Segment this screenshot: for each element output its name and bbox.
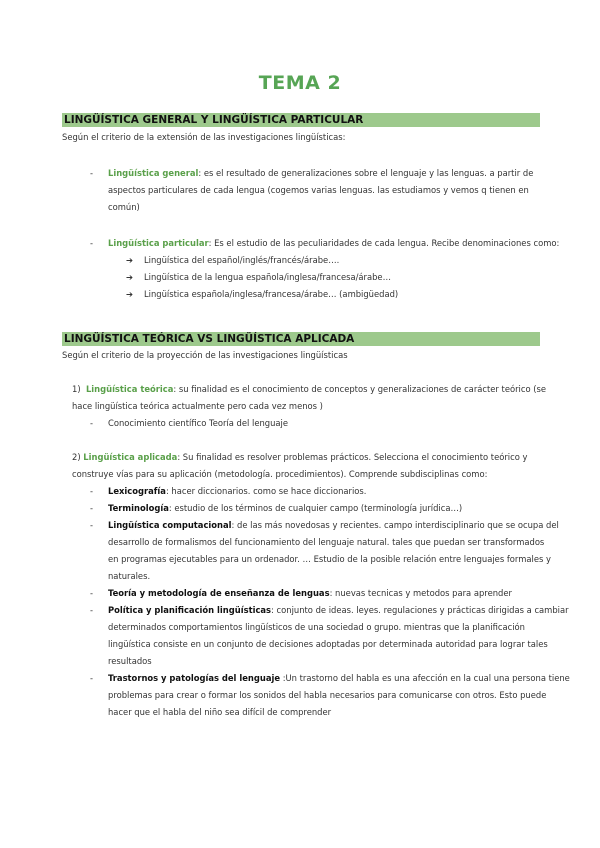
teorica-line-2: hace lingüística teórica actualmente pero cada vez menos ) [72, 401, 323, 411]
politica-line-4: resultados [108, 656, 152, 666]
list-item-teoria-metodologia: Teoría y metodología de enseñanza de lenguas: nuevas tecnicas y metodos para aprender [108, 588, 512, 598]
page-title: TEMA 2 [258, 72, 342, 94]
bullet-dash: - [90, 418, 94, 428]
bullet-dash: - [90, 238, 94, 248]
computacional-line-2: desarrollo de formalismos del funcionamiento del lenguaje natural. tales que puedan ser transformados [108, 537, 545, 547]
item-teorica: 1) Lingüística teórica: su finalidad es el conocimiento de conceptos y generalizaciones de carácter teórico (se [72, 384, 547, 394]
list-item-politica: Política y planificación lingüísticas: conjunto de ideas. leyes. regulaciones y prácticas dirigidas a cambiar [108, 605, 569, 615]
arrow-item: Lingüística de la lengua española/inglesa/francesa/árabe… [144, 272, 391, 282]
trastornos-line-3: hacer que el habla del niño sea difícil de comprender [108, 707, 332, 717]
section-heading-general-particular: LINGÜÍSTICA GENERAL Y LINGÜÍSTICA PARTICULAR [62, 113, 540, 127]
bullet-dash: - [90, 503, 94, 513]
computacional-line-4: naturales. [108, 571, 151, 581]
term-teorica: Lingüística teórica [85, 384, 174, 394]
arrow-icon: ➔ [126, 289, 134, 299]
bullet-dash: - [90, 520, 94, 530]
list-item-lexicografia: Lexicografía: hacer diccionarios. como se hace diccionarios. [108, 486, 367, 496]
list-item-terminologia: Terminología: estudio de los términos de cualquier campo (terminología jurídica…) [108, 503, 463, 513]
list-item-computacional: Lingüística computacional: de las más novedosas y recientes. campo interdisciplinario que se ocupa del [108, 520, 559, 530]
teorica-sub: Conocimiento científico Teoría del lenguaje [108, 418, 289, 428]
list-item-general: Lingüística general: es el resultado de generalizaciones sobre el lenguaje y las lenguas. a partir de [108, 168, 534, 178]
item-aplicada: 2) Lingüística aplicada: Su finalidad es resolver problemas prácticos. Selecciona el conocimiento teórico y [72, 452, 528, 462]
computacional-line-3: en programas ejecutables para un ordenador. … Estudio de la posible relación entre lenguajes formales y [108, 554, 551, 564]
bullet-dash: - [90, 486, 94, 496]
arrow-item: Lingüística del español/inglés/francés/árabe…. [144, 255, 340, 265]
aplicada-line-2: construye vías para su aplicación (metodología. procedimientos). Comprende subdisciplinas como: [72, 469, 488, 479]
general-line-3: común) [108, 202, 140, 212]
arrow-icon: ➔ [126, 255, 134, 265]
section2-intro: Según el criterio de la proyección de las investigaciones lingüísticas [62, 350, 348, 360]
arrow-icon: ➔ [126, 272, 134, 282]
bullet-dash: - [90, 588, 94, 598]
term-general: Lingüística general [108, 168, 199, 178]
politica-line-2: determinados comportamientos lingüísticos de una sociedad o grupo. mientras que la planificación [108, 622, 525, 632]
term-particular: Lingüística particular [108, 238, 209, 248]
bullet-dash: - [90, 605, 94, 615]
general-line-2: aspectos particulares de cada lengua (cogemos varias lenguas. las estudiamos y vemos q tienen en [108, 185, 529, 195]
trastornos-line-2: problemas para crear o formar los sonidos del habla necesarios para comunicarse con otros. Esto puede [108, 690, 547, 700]
section1-intro: Según el criterio de la extensión de las investigaciones lingüísticas: [62, 132, 346, 142]
politica-line-3: lingüística consiste en un conjunto de decisiones adoptadas por determinada autoridad para lograr tales [108, 639, 548, 649]
list-item-trastornos: Trastornos y patologías del lenguaje :Un trastorno del habla es una afección en la cual una persona tiene [108, 673, 570, 683]
section-heading-teorica-aplicada: LINGÜÍSTICA TEÓRICA VS LINGÜÍSTICA APLICADA [62, 332, 540, 346]
term-aplicada: Lingüística aplicada [83, 452, 178, 462]
bullet-dash: - [90, 673, 94, 683]
bullet-dash: - [90, 168, 94, 178]
arrow-item: Lingüística española/inglesa/francesa/árabe… (ambigüedad) [144, 289, 399, 299]
list-item-particular: Lingüística particular: Es el estudio de las peculiaridades de cada lengua. Recibe denominaciones como: [108, 238, 560, 248]
